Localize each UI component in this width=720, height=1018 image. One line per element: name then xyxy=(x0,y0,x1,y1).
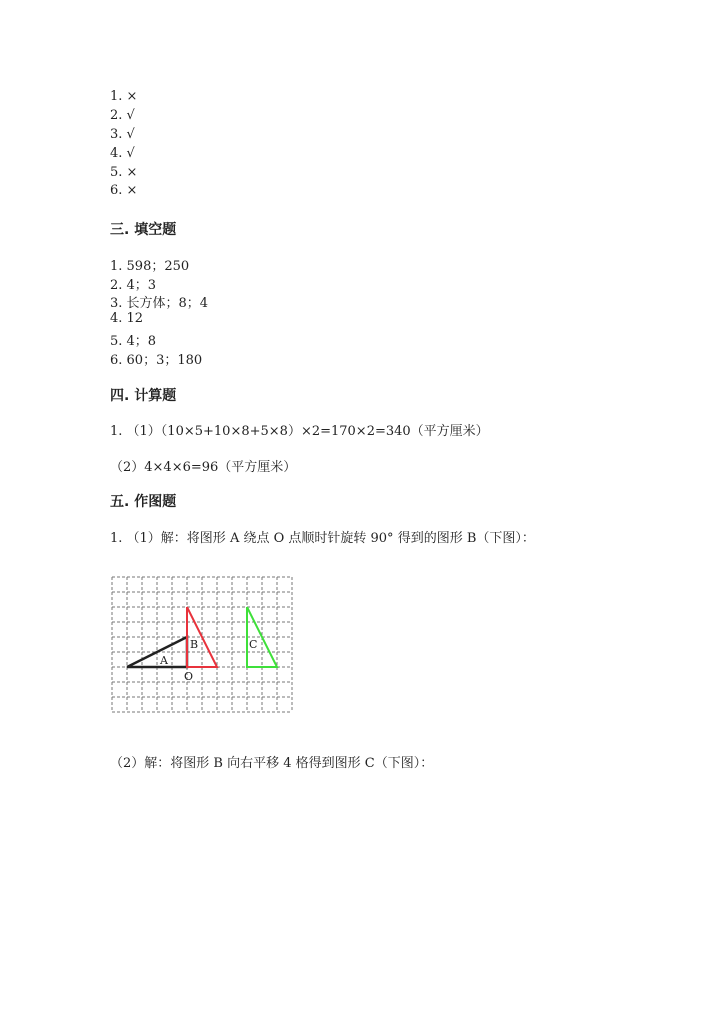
label-c: C xyxy=(249,638,258,651)
judgement-answer-2: 2. √ xyxy=(110,108,135,123)
section-4-heading: 四. 计算题 xyxy=(110,388,177,404)
label-a: A xyxy=(160,654,168,667)
drawing-answer-1: 1. （1）解：将图形 A 绕点 O 点顺时针旋转 90° 得到的图形 B（下图）： xyxy=(110,531,535,546)
rotation-grid-figure xyxy=(108,573,298,718)
fill-answer-4: 4. 12 xyxy=(110,311,144,326)
judgement-answer-3: 3. √ xyxy=(110,127,135,142)
judgement-answer-6: 6. × xyxy=(110,183,138,198)
calc-answer-1: 1. （1）（10×5+10×8+5×8）×2=170×2=340（平方厘米） xyxy=(110,424,489,439)
fill-answer-1: 1. 598；250 xyxy=(110,259,190,274)
judgement-answer-1: 1. × xyxy=(110,89,138,104)
fill-answer-2: 2. 4；3 xyxy=(110,278,157,293)
fill-answer-3: 3. 长方体；8；4 xyxy=(110,296,209,311)
calc-answer-2: （2）4×4×6=96（平方厘米） xyxy=(110,460,297,475)
fill-answer-5: 5. 4；8 xyxy=(110,334,157,349)
label-b: B xyxy=(190,638,199,651)
judgement-answer-5: 5. × xyxy=(110,165,138,180)
fill-answer-6: 6. 60；3；180 xyxy=(110,353,203,368)
label-o: O xyxy=(184,670,194,683)
section-3-heading: 三. 填空题 xyxy=(110,222,177,238)
section-5-heading: 五. 作图题 xyxy=(110,494,177,510)
judgement-answer-4: 4. √ xyxy=(110,146,135,161)
drawing-answer-2: （2）解：将图形 B 向右平移 4 格得到图形 C（下图）： xyxy=(110,756,434,771)
